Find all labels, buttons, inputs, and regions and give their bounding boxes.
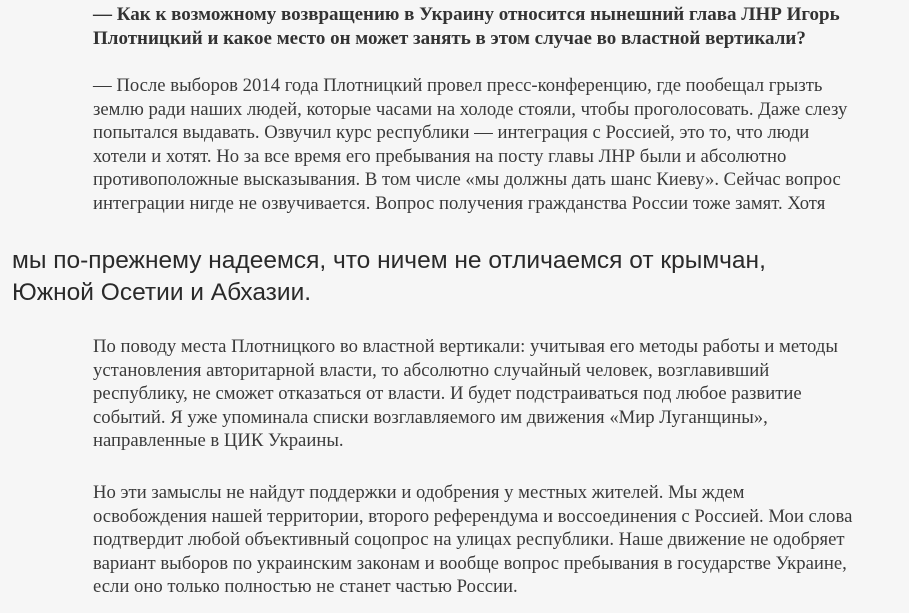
text-line: освобождения нашей территории, второго референдума и воссоединения с Россией. Мои слова — [93, 505, 853, 527]
text-line: направленные в ЦИК Украины. — [93, 430, 344, 451]
text-line: Но эти замыслы не найдут поддержки и одобрения у местных жителей. Мы ждем — [93, 482, 745, 503]
text-line: событий. Я уже упоминала списки возглавляемого им движения «Мир Луганщины», — [93, 406, 768, 428]
text-line: установления авторитарной власти, то абсолютно случайный человек, возглавивший — [93, 359, 770, 381]
text-line: интеграции нигде не озвучивается. Вопрос получения гражданства России тоже замят. Хотя — [93, 192, 826, 214]
text-line: хотели и хотят. Но за все время его пребывания на посту главы ЛНР были и абсолютно — [93, 145, 787, 167]
text-line: вариант выборов по украинским законам и вообще вопрос пребывания в государстве Украине, — [93, 552, 847, 574]
body-paragraph — [93, 481, 893, 599]
question-line: — Как к возможному возвращению в Украину относится нынешний глава ЛНР Игорь — [93, 4, 840, 25]
text-line: подтвердит любой объективный соцопрос на улицах республики. Наше движение не одобряет — [93, 529, 845, 550]
text-line: если оно только полностью не станет частью России. — [93, 576, 518, 597]
text-line: попытался выдавать. Озвучил курс республики — интеграция с Россией, это то, что люди — [93, 122, 810, 143]
pull-quote-line: мы по-прежнему надеемся, что ничем не отличаемся от крымчан, — [12, 247, 766, 274]
text-line: — После выборов 2014 года Плотницкий провел пресс-конференцию, где пообещал грызть — [93, 75, 823, 96]
pull-quote — [12, 245, 902, 309]
answer-paragraph — [93, 74, 893, 215]
text-line: землю ради наших людей, которые часами на холоде стояли, чтобы проголосовать. Даже слезу — [93, 98, 848, 120]
text-line: По поводу места Плотницкого во властной вертикали: учитывая его методы работы и методы — [93, 336, 838, 357]
text-line: противоположные высказывания. В том числе «мы должны дать шанс Киеву». Сейчас вопрос — [93, 169, 841, 190]
question-line: Плотницкий и какое место он может занять в этом случае во властной вертикали? — [93, 27, 806, 49]
text-line: республику, не сможет отказаться от власти. И будет подстраиваться под любое развитие — [93, 383, 802, 404]
pull-quote-line: Южной Осетии и Абхазии. — [12, 279, 312, 306]
interview-question — [93, 3, 883, 50]
body-paragraph — [93, 335, 893, 453]
